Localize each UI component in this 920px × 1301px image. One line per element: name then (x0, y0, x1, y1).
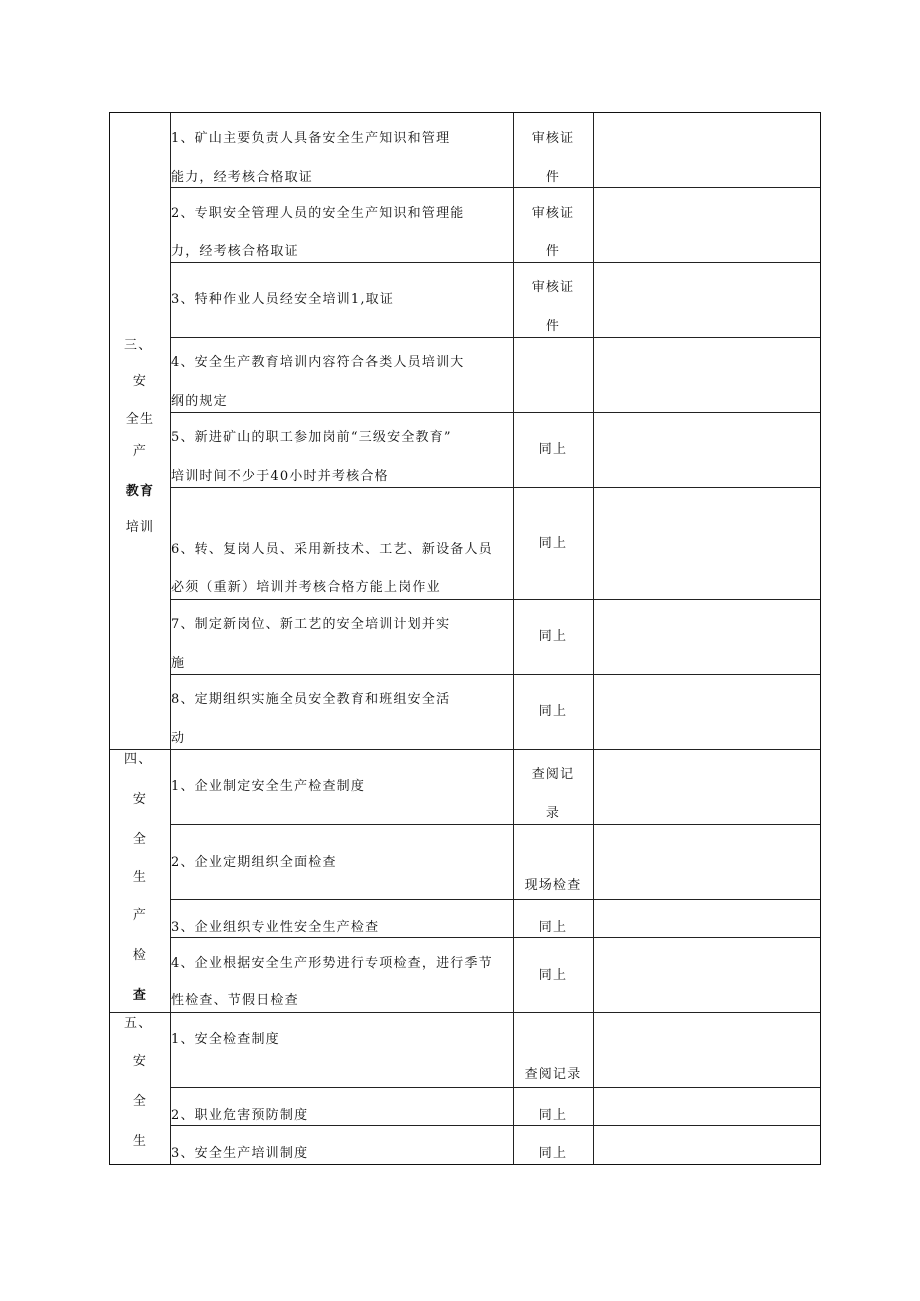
method-text: 同上 (538, 442, 568, 457)
method-text: 审核证 (531, 280, 575, 295)
item-text: 性检查、节假日检查 (171, 993, 299, 1008)
item-text: 施 (171, 656, 186, 671)
item-text: 2、企业定期组织全面检查 (171, 855, 337, 870)
item-text: 3、企业组织专业性安全生产检查 (171, 920, 380, 935)
method-text: 同上 (538, 536, 568, 551)
row-divider (170, 824, 820, 825)
method-text: 件 (545, 319, 561, 334)
section-title-char: 安 (132, 792, 148, 807)
item-text: 3、特种作业人员经安全培训1,取证 (171, 292, 395, 307)
section-title-char: 查 (132, 988, 148, 1003)
section-title-char: 培训 (125, 520, 155, 535)
row-divider (170, 899, 820, 900)
section-title-char: 教育 (125, 484, 155, 499)
section-title-char: 生 (132, 870, 148, 885)
method-text: 同上 (538, 704, 568, 719)
method-text: 查阅记录 (524, 1067, 582, 1082)
section-title-char: 全生 (125, 412, 155, 427)
section-title-char: 安 (132, 1054, 148, 1069)
method-text: 同上 (538, 968, 568, 983)
section-title-char: 检 (132, 948, 148, 963)
section-title-char: 全 (132, 832, 148, 847)
method-text: 审核证 (531, 131, 575, 146)
item-text: 必须（重新）培训并考核合格方能上岗作业 (171, 580, 441, 595)
method-text: 同上 (538, 1146, 568, 1161)
item-text: 4、企业根据安全生产形势进行专项检查，进行季节 (171, 956, 493, 971)
item-text: 3、安全生产培训制度 (171, 1146, 309, 1161)
method-text: 查阅记 (531, 767, 575, 782)
row-divider (170, 187, 820, 188)
item-text: 培训时间不少于40小时并考核合格 (171, 469, 389, 484)
item-text: 1、企业制定安全生产检查制度 (171, 779, 366, 794)
section-title-char: 产 (132, 444, 148, 459)
section-divider (110, 1012, 820, 1013)
item-text: 4、安全生产教育培训内容符合各类人员培训大 (171, 355, 465, 370)
method-text: 件 (545, 170, 561, 185)
method-text: 同上 (538, 629, 568, 644)
method-text: 件 (545, 244, 561, 259)
item-text: 1、矿山主要负责人具备安全生产知识和管理 (171, 131, 451, 146)
section-title-char: 产 (132, 908, 148, 923)
section-title-char: 全 (132, 1094, 148, 1109)
section-title-char: 生 (132, 1134, 148, 1149)
row-divider (170, 412, 820, 413)
row-divider (170, 937, 820, 938)
col-divider (593, 113, 594, 1164)
method-text: 同上 (538, 920, 568, 935)
method-text: 同上 (538, 1108, 568, 1123)
row-divider (170, 674, 820, 675)
row-divider (170, 1125, 820, 1126)
method-text: 审核证 (531, 206, 575, 221)
item-text: 8、定期组织实施全员安全教育和班组安全活 (171, 692, 451, 707)
method-text: 现场检查 (524, 878, 582, 893)
section-title-char: 安 (132, 374, 148, 389)
section-number: 四、 (124, 752, 153, 767)
item-text: 1、安全检查制度 (171, 1032, 280, 1047)
section-number: 三、 (124, 338, 153, 353)
row-divider (170, 337, 820, 338)
section-divider (110, 749, 820, 750)
item-text: 5、新进矿山的职工参加岗前“三级安全教育” (171, 430, 452, 445)
row-divider (170, 1087, 820, 1088)
row-divider (170, 487, 820, 488)
item-text: 2、专职安全管理人员的安全生产知识和管理能 (171, 206, 465, 221)
item-text: 纲的规定 (171, 394, 228, 409)
item-text: 力，经考核合格取证 (171, 244, 299, 259)
item-text: 能力，经考核合格取证 (171, 170, 314, 185)
section-number: 五、 (124, 1016, 153, 1031)
row-divider (170, 262, 820, 263)
item-text: 6、转、复岗人员、采用新技术、工艺、新设备人员 (171, 542, 493, 557)
item-text: 2、职业危害预防制度 (171, 1108, 309, 1123)
item-text: 动 (171, 731, 186, 746)
method-text: 录 (545, 806, 561, 821)
item-text: 7、制定新岗位、新工艺的安全培训计划并实 (171, 617, 451, 632)
row-divider (170, 599, 820, 600)
